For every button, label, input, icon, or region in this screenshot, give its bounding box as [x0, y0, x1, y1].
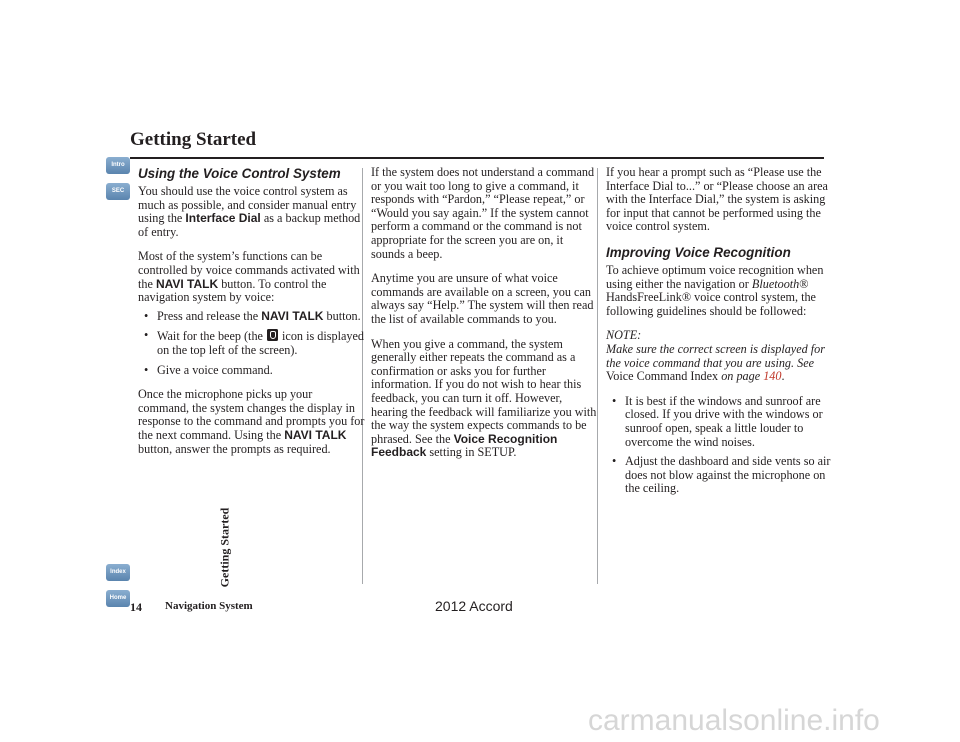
paragraph: If the system does not understand a command or you wait too long to give a command, it responds with “Pardon,” “Please repeat,” or “Would you say again.” If the system cannot perform a command or the command is not appropriate for the screen you are on, it sounds a beep. — [371, 165, 595, 261]
interface-dial-label: Interface Dial — [185, 211, 261, 226]
bullet-list — [138, 310, 366, 377]
text: To achieve optimum voice recognition when using either the navigation or — [606, 262, 824, 291]
footer-title: Navigation System — [165, 600, 253, 612]
note-paragraph — [606, 343, 834, 384]
list-item: • Adjust the dashboard and side vents so air does not blow against the microphone on the ceiling. — [606, 455, 834, 496]
text: Press and release the — [157, 308, 262, 323]
text: icon is displayed on the top left of the screen). — [157, 329, 364, 357]
navi-talk-label: NAVI TALK — [261, 308, 324, 323]
text: You should use the voice control system as much as possible, and consider manual entry using the — [138, 184, 357, 226]
text: button. — [323, 308, 361, 323]
voice-recognition-feedback-label: Voice Recognition Feedback — [371, 431, 558, 460]
section-heading: Using the Voice Control System — [138, 166, 341, 181]
list-item: • It is best if the windows and sunroof are closed. If you drive with the windows or sunroof open, speak a little louder to overcome the wind noises. — [606, 395, 834, 449]
text: setting in SETUP. — [426, 445, 517, 460]
title-divider — [130, 157, 824, 159]
text: Bluetooth — [751, 276, 800, 291]
column-middle — [371, 166, 599, 471]
column-right — [606, 166, 834, 507]
text: Most of the system’s functions can be controlled by voice commands activated with the — [138, 249, 360, 291]
navi-talk-label: NAVI TALK — [284, 427, 347, 442]
section-side-label: Getting Started — [217, 507, 232, 588]
text: . — [781, 369, 785, 384]
voice-talk-icon — [267, 329, 278, 341]
paragraph — [371, 338, 599, 460]
column-left — [138, 166, 366, 467]
bullet-list — [606, 395, 834, 496]
voice-command-index-ref: Voice Command Index — [606, 369, 719, 384]
paragraph — [606, 264, 834, 318]
page-number: 14 — [130, 600, 142, 614]
paragraph: If you hear a prompt such as “Please use the Interface Dial to...” or “Please choose an area with the Interface Dial,” the system is asking for input that cannot be performed using the voice control system. — [606, 165, 828, 234]
model-label: 2012 Accord — [435, 598, 513, 614]
text: button, answer the prompts as required. — [138, 441, 331, 456]
paragraph — [138, 185, 366, 239]
list-item: • Give a voice command. — [138, 364, 366, 378]
home-tab-button[interactable]: Home — [106, 590, 130, 607]
navi-talk-label: NAVI TALK — [155, 276, 219, 291]
section-heading: Improving Voice Recognition — [606, 244, 791, 260]
text: When you give a command, the system generally either repeats the command as a confirmation or asks you for further information. If you do not wish to hear this feedback, you can turn it off. However, hearing the feedback will familiarize you with the way the system expects commands to be phrased. See the — [371, 336, 597, 446]
text: Make sure the correct screen is displayed for the voice command that you are using. See — [606, 341, 825, 370]
sec-tab-button[interactable]: SEC — [106, 183, 130, 200]
list-item — [138, 310, 366, 324]
intro-tab-button[interactable]: Intro — [106, 157, 130, 174]
note-label: NOTE: — [606, 328, 642, 343]
index-tab-button[interactable]: Index — [106, 564, 130, 581]
list-item — [138, 329, 366, 357]
paragraph: Anytime you are unsure of what voice commands are available on a screen, you can always say “Help.” The system will then read the list of available commands to you. — [371, 271, 594, 326]
paragraph — [138, 250, 366, 304]
text: on page — [718, 369, 764, 384]
text: Wait for the beep (the — [157, 329, 266, 344]
text: as a backup method of entry. — [138, 211, 361, 239]
text: Once the microphone picks up your command, the system changes the display in response to the command and prompts you for the next command. Using the — [138, 387, 365, 442]
page-title: Getting Started — [130, 129, 257, 150]
watermark: carmanualsonline.info — [588, 704, 880, 737]
text: ® HandsFreeLink® voice control system, the following guidelines should be followed: — [606, 276, 816, 318]
paragraph — [138, 388, 366, 456]
text: button. To control the navigation system by voice: — [138, 276, 327, 305]
page-link[interactable]: 140 — [763, 369, 782, 384]
